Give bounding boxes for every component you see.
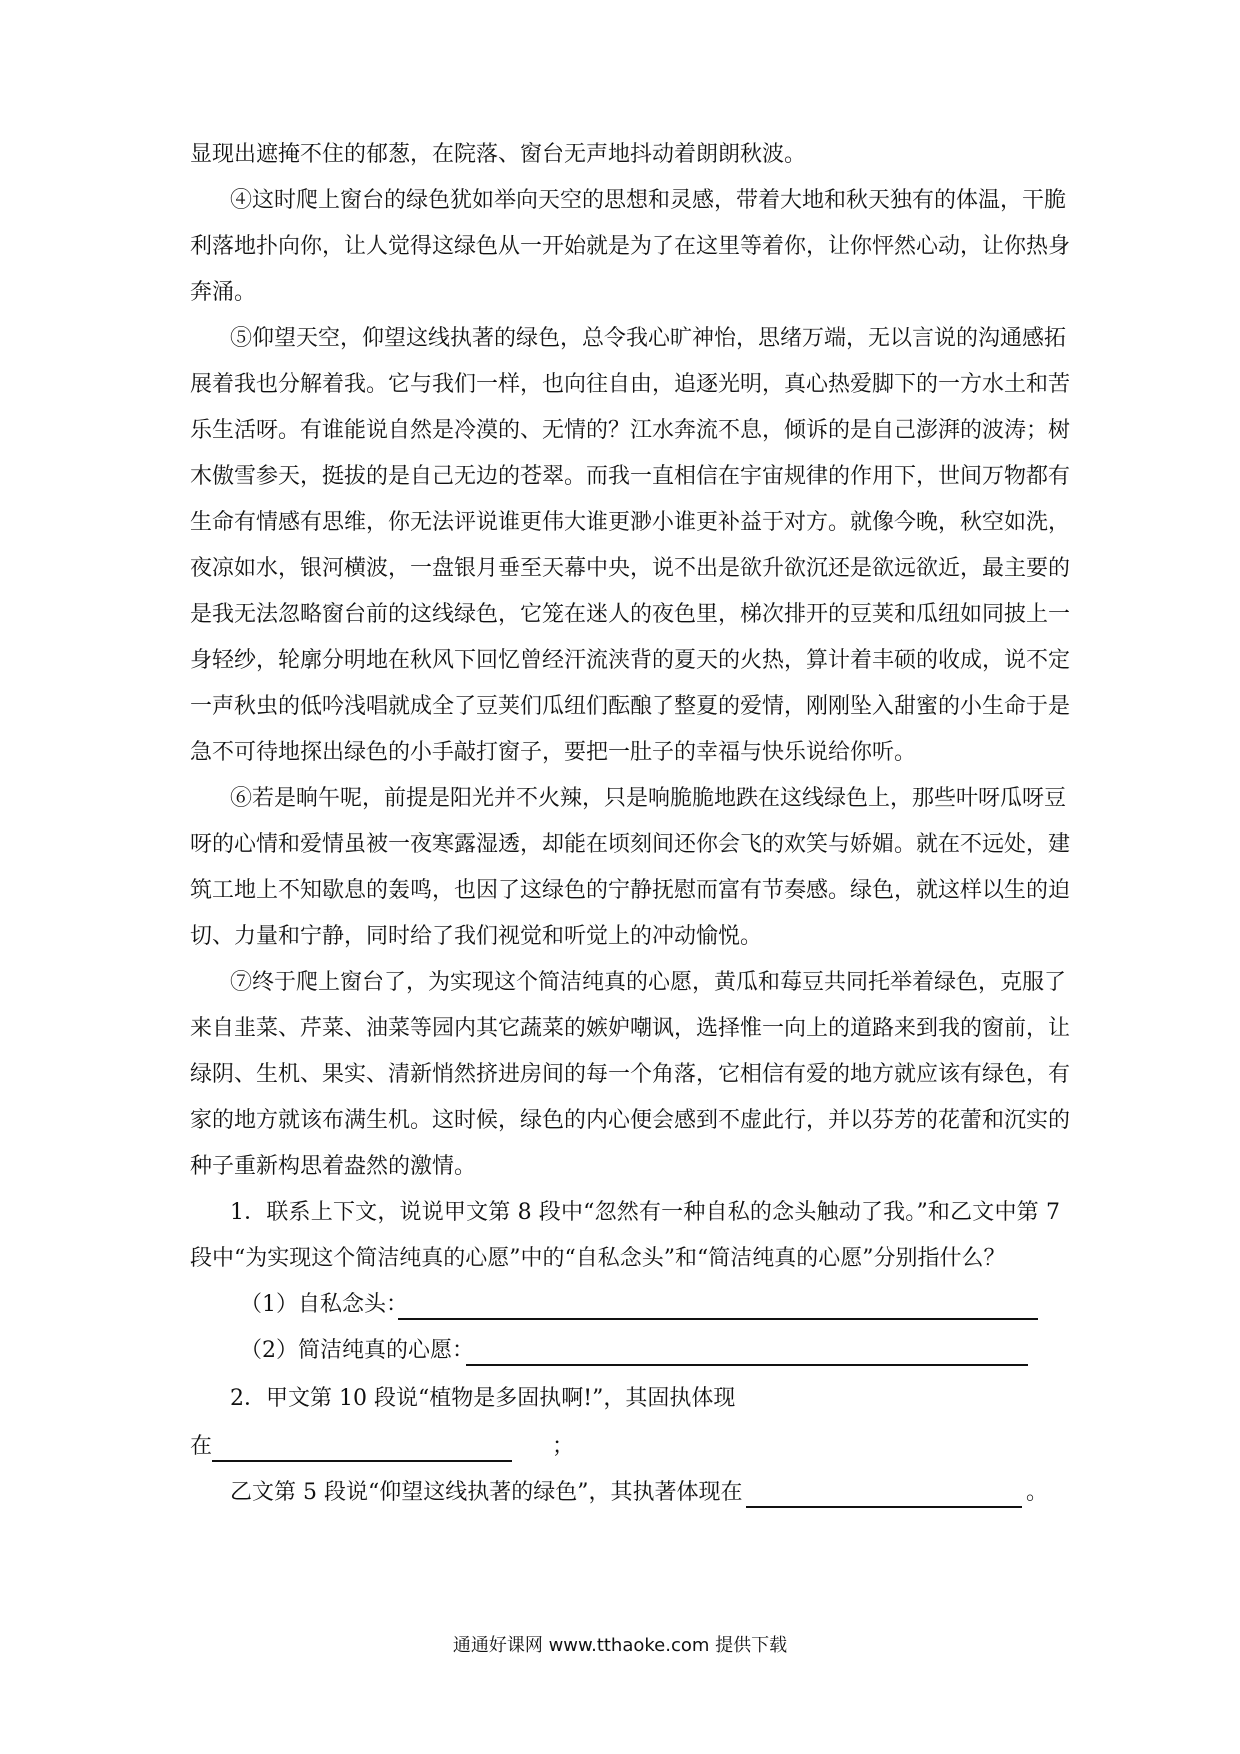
question-1-sub-2-label: （2）简洁纯真的心愿： <box>240 1338 474 1363</box>
paragraph-7-line: 来自韭菜、芹菜、油菜等园内其它蔬菜的嫉妒嘲讽，选择惟一向上的道路来到我的窗前，让 <box>190 1016 1071 1041</box>
paragraph-5-line: 是我无法忽略窗台前的这线绿色，它笼在迷人的夜色里，梯次排开的豆荚和瓜纽如同披上一 <box>190 602 1071 627</box>
paragraph-3-tail: 显现出遮掩不住的郁葱，在院落、窗台无声地抖动着朗朗秋波。 <box>190 142 807 167</box>
paragraph-5-line: 一声秋虫的低吟浅唱就成全了豆荚们瓜纽们酝酿了整夏的爱情，刚刚坠入甜蜜的小生命于是 <box>190 694 1071 719</box>
question-2-part-2: 乙文第 5 段说“仰望这线执著的绿色”，其执著体现在 <box>230 1480 743 1505</box>
page-footer: 通通好课网 www.tthaoke.com 提供下载 <box>452 1635 788 1656</box>
paragraph-7-line: 家的地方就该布满生机。这时候，绿色的内心便会感到不虚此行，并以芬芳的花蕾和沉实的 <box>190 1108 1071 1133</box>
question-2-part-2-suffix: 。 <box>1026 1480 1049 1505</box>
question-2-line: 2．甲文第 10 段说“植物是多固执啊!”，其固执体现 <box>230 1386 736 1411</box>
paragraph-5-line: 乐生活呀。有谁能说自然是冷漠的、无情的？江水奔流不息，倾诉的是自己澎湃的波涛；树 <box>190 418 1071 443</box>
paragraph-7-line: 种子重新构思着盎然的激情。 <box>190 1154 477 1179</box>
paragraph-5-line: 木傲雪参天，挺拔的是自己无边的苍翠。而我一直相信在宇宙规律的作用下，世间万物都有 <box>190 464 1071 489</box>
paragraph-4-line: 奔涌。 <box>190 280 257 305</box>
answer-blank-3[interactable] <box>212 1460 512 1462</box>
paragraph-6-line: 切、力量和宁静，同时给了我们视觉和听觉上的冲动愉悦。 <box>190 924 763 949</box>
paragraph-5-line: 展着我也分解着我。它与我们一样，也向往自由，追逐光明，真心热爱脚下的一方水土和苦 <box>190 372 1071 397</box>
question-1-line: 段中“为实现这个简洁纯真的心愿”中的“自私念头”和“简洁纯真的心愿”分别指什么？ <box>190 1246 1006 1271</box>
paragraph-5-line: 生命有情感有思维，你无法评说谁更伟大谁更渺小谁更补益于对方。就像今晚，秋空如洗， <box>190 510 1071 535</box>
paragraph-7-line: ⑦终于爬上窗台了，为实现这个简洁纯真的心愿，黄瓜和莓豆共同托举着绿色，克服了 <box>230 970 1067 995</box>
paragraph-6-line: 呀的心情和爱情虽被一夜寒露湿透，却能在顷刻间还你会飞的欢笑与娇媚。就在不远处，建 <box>190 832 1071 857</box>
paragraph-6-line: 筑工地上不知歇息的轰鸣，也因了这绿色的宁静抚慰而富有节奏感。绿色，就这样以生的迫 <box>190 878 1071 903</box>
question-2-prefix: 在 <box>190 1434 213 1459</box>
paragraph-5-line: 急不可待地探出绿色的小手敲打窗子，要把一肚子的幸福与快乐说给你听。 <box>190 740 917 765</box>
paragraph-6-line: ⑥若是晌午呢，前提是阳光并不火辣，只是响脆脆地跌在这线绿色上，那些叶呀瓜呀豆 <box>230 786 1067 811</box>
paragraph-4-line: 利落地扑向你，让人觉得这绿色从一开始就是为了在这里等着你，让你怦然心动，让你热身 <box>190 234 1071 259</box>
answer-blank-1[interactable] <box>398 1318 1038 1320</box>
paragraph-7-line: 绿阴、生机、果实、清新悄然挤进房间的每一个角落，它相信有爱的地方就应该有绿色，有 <box>190 1062 1071 1087</box>
paragraph-5-line: 夜凉如水，银河横波，一盘银月垂至天幕中央，说不出是欲升欲沉还是欲远欲近，最主要的 <box>190 556 1071 581</box>
question-1-sub-1-label: （1）自私念头： <box>240 1292 408 1317</box>
question-1-line: 1．联系上下文，说说甲文第 8 段中“忽然有一种自私的念头触动了我。”和乙文中第 7 <box>230 1200 1060 1225</box>
answer-blank-2[interactable] <box>466 1364 1028 1366</box>
question-2-suffix: ； <box>552 1434 575 1459</box>
paragraph-5-line: 身轻纱，轮廓分明地在秋风下回忆曾经汗流浃背的夏天的火热，算计着丰硕的收成，说不定 <box>190 648 1071 673</box>
answer-blank-4[interactable] <box>746 1506 1022 1508</box>
paragraph-4-line: ④这时爬上窗台的绿色犹如举向天空的思想和灵感，带着大地和秋天独有的体温，干脆 <box>230 188 1067 213</box>
paragraph-5-line: ⑤仰望天空，仰望这线执著的绿色，总令我心旷神怡，思绪万端，无以言说的沟通感拓 <box>230 326 1067 351</box>
